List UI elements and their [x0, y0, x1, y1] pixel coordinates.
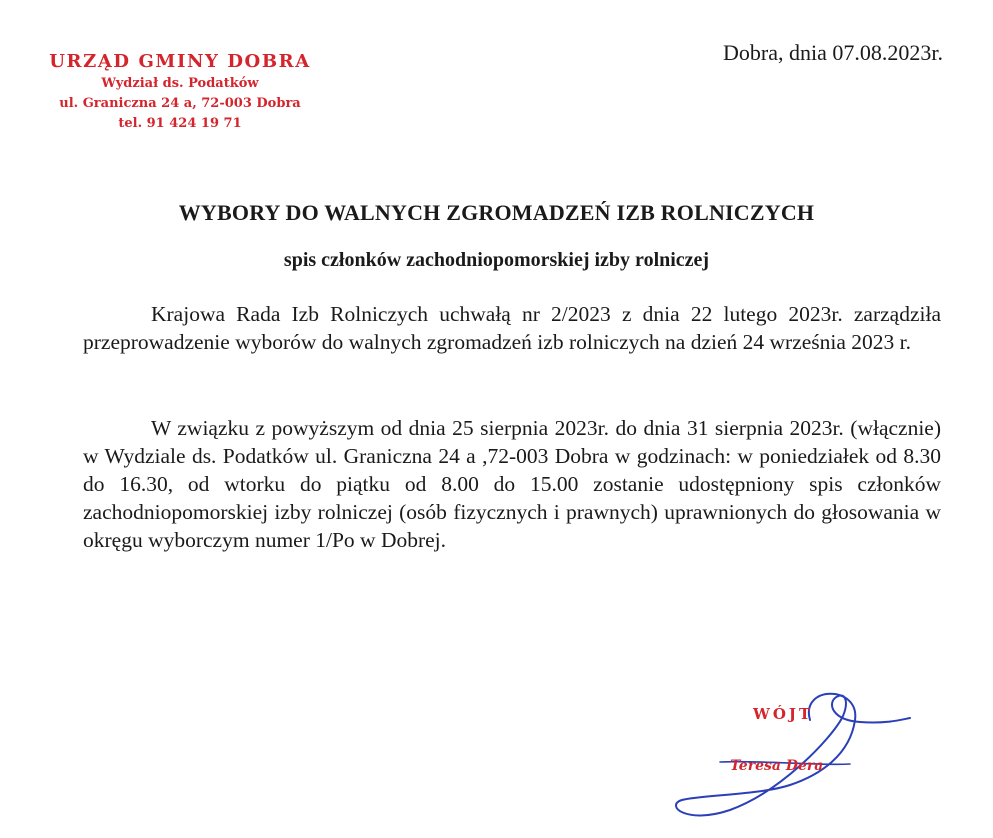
signature-name: Teresa Dera — [730, 758, 824, 774]
office-stamp — [40, 50, 320, 134]
stamp-office-name: URZĄD GMINY DOBRA — [49, 51, 311, 72]
document-subtitle: spis członków zachodniopomorskiej izby rolniczej — [283, 249, 710, 271]
stamp-address: ul. Graniczna 24 a, 72-003 Dobra — [59, 96, 301, 111]
paragraph-details: W związku z powyższym od dnia 25 sierpnia 2023r. do dnia 31 sierpnia 2023r. (włącznie) w Wydziale ds. Podatków ul. Graniczna 24 a ,72-003 Dobra w godzinach: w poniedziałek od 8.30 do 16.30, od wtorku do piątku od 8.00 do 15.00 zostanie udostępniony spis członków zachodniopomorskiej izby rolniczej (osób fizycznych i prawnych) uprawnionych do głosowania w okręgu wyborczym numer 1/Po w Dobrej. — [83, 416, 941, 552]
document-date: Dobra, dnia 07.08.2023r. — [723, 40, 943, 65]
paragraph-resolution: Krajowa Rada Izb Rolniczych uchwałą nr 2/2023 z dnia 22 lutego 2023r. zarządziła przeprowadzenie wyborów do walnych zgromadzeń izb rolniczych na dzień 24 września 2023 r. — [83, 302, 941, 354]
stamp-department: Wydział ds. Podatków — [101, 76, 259, 91]
document-title: WYBORY DO WALNYCH ZGROMADZEŃ IZB ROLNICZYCH — [178, 200, 815, 225]
signature-block — [660, 680, 920, 830]
stamp-phone: tel. 91 424 19 71 — [118, 116, 242, 131]
signature-title: WÓJT — [753, 705, 814, 723]
handwritten-signature-scribble — [660, 680, 920, 830]
